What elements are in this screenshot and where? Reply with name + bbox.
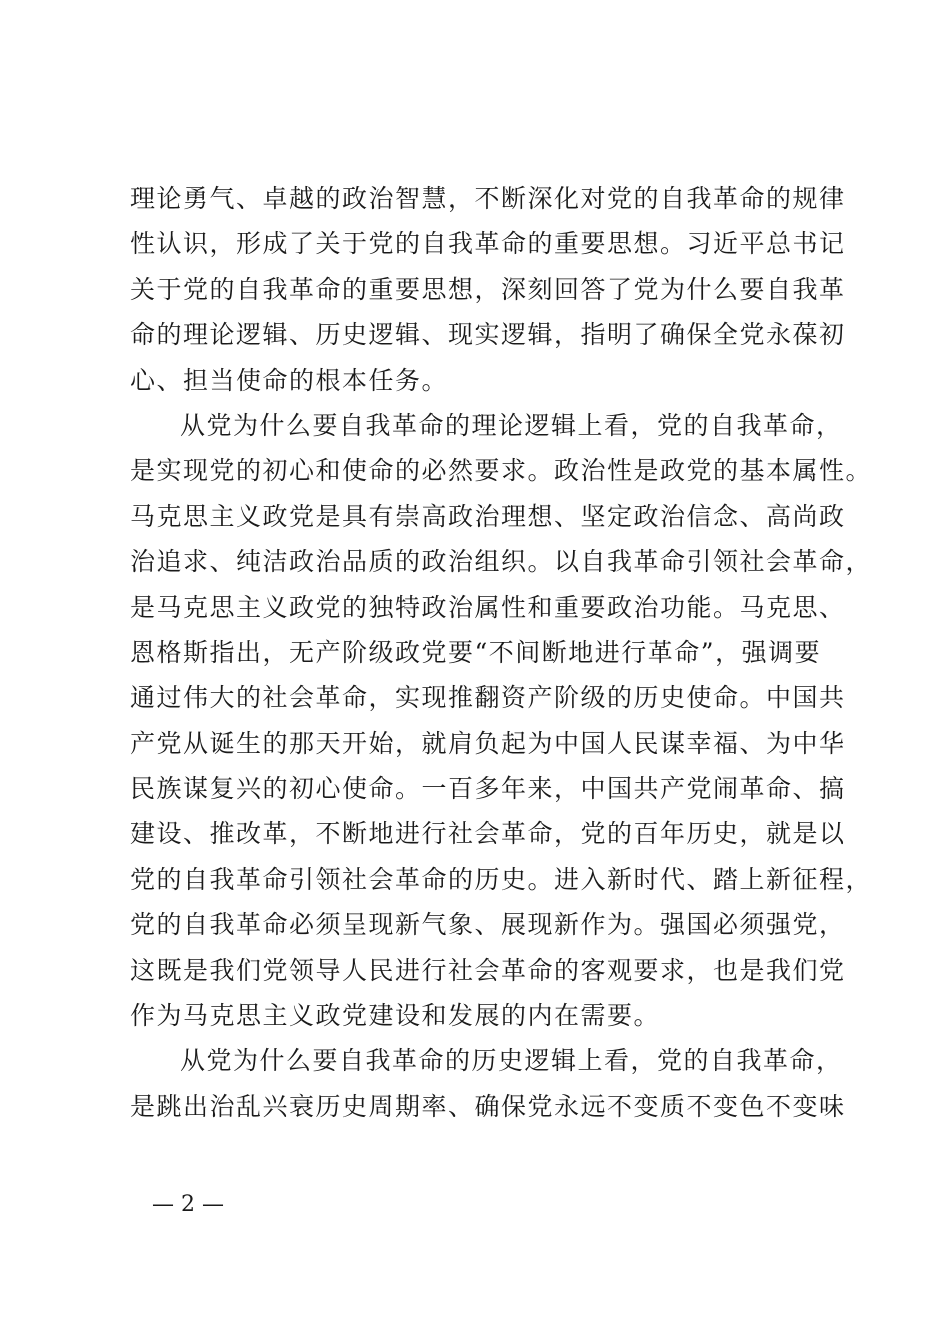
- text-line: 马克思主义政党是具有崇高政治理想、坚定政治信念、高尚政: [130, 501, 846, 531]
- page-number: — 2 —: [152, 1192, 224, 1217]
- text-line: 通过伟大的社会革命，实现推翻资产阶级的历史使命。中国共: [130, 683, 846, 713]
- text-line: 命的理论逻辑、历史逻辑、现实逻辑，指明了确保全党永葆初: [130, 320, 846, 350]
- text-line: 是马克思主义政党的独特政治属性和重要政治功能。马克思、: [130, 592, 846, 622]
- text-line: 党的自我革命必须呈现新气象、展现新作为。强国必须强党，: [130, 910, 846, 940]
- body-text: [130, 176, 873, 1129]
- text-line: 理论勇气、卓越的政治智慧，不断深化对党的自我革命的规律: [130, 184, 846, 213]
- text-line: 党的自我革命引领社会革命的历史。进入新时代、踏上新征程，: [130, 864, 873, 894]
- text-line: 恩格斯指出，无产阶级政党要“不间断地进行革命”，强调要: [130, 637, 822, 667]
- text-line: 这既是我们党领导人民进行社会革命的客观要求，也是我们党: [130, 955, 846, 985]
- text-line: 作为马克思主义政党建设和发展的内在需要。: [130, 1001, 661, 1031]
- text-line: 心、担当使命的根本任务。: [130, 365, 449, 395]
- text-line: 产党从诞生的那天开始，就肩负起为中国人民谋幸福、为中华: [130, 728, 846, 758]
- text-line: 关于党的自我革命的重要思想，深刻回答了党为什么要自我革: [130, 274, 846, 304]
- paragraph-first-line: 从党为什么要自我革命的理论逻辑上看，党的自我革命，: [180, 410, 843, 440]
- text-line: 民族谋复兴的初心使命。一百多年来，中国共产党闹革命、搞: [130, 774, 846, 804]
- text-line: 是实现党的初心和使命的必然要求。政治性是政党的基本属性。: [130, 456, 873, 486]
- text-line: 性认识，形成了关于党的自我革命的重要思想。习近平总书记: [130, 229, 846, 259]
- text-line: 是跳出治乱兴衰历史周期率、确保党永远不变质不变色不变味: [130, 1091, 846, 1121]
- text-line: 建设、推改革，不断地进行社会革命，党的百年历史，就是以: [130, 819, 846, 849]
- paragraph-first-line: 从党为什么要自我革命的历史逻辑上看，党的自我革命，: [180, 1046, 843, 1076]
- text-line: 治追求、纯洁政治品质的政治组织。以自我革命引领社会革命，: [130, 547, 873, 577]
